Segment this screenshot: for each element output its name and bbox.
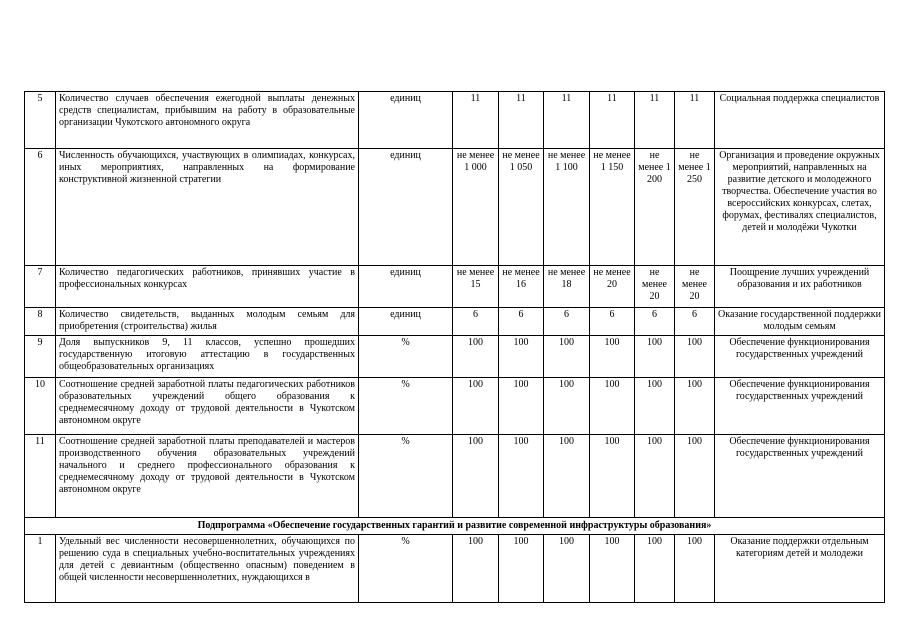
value-cell: 100 bbox=[590, 435, 635, 518]
value-cell: 100 bbox=[499, 435, 544, 518]
row-number: 9 bbox=[25, 336, 56, 378]
table-row bbox=[25, 266, 885, 308]
value-cell: 100 bbox=[635, 336, 675, 378]
unit-cell: % bbox=[359, 378, 453, 435]
table-row bbox=[25, 92, 885, 149]
value-cell: не менее 20 bbox=[635, 266, 675, 308]
value-cell: 100 bbox=[544, 435, 590, 518]
table-row bbox=[25, 435, 885, 518]
value-cell: 100 bbox=[635, 535, 675, 603]
value-cell: 100 bbox=[635, 378, 675, 435]
value-cell: не менее 18 bbox=[544, 266, 590, 308]
value-cell: 100 bbox=[590, 535, 635, 603]
row-number: 10 bbox=[25, 378, 56, 435]
value-cell: не менее 15 bbox=[453, 266, 499, 308]
indicators-table bbox=[24, 91, 885, 603]
value-cell: не менее 1 000 bbox=[453, 149, 499, 266]
value-cell: не менее 20 bbox=[590, 266, 635, 308]
value-cell: 100 bbox=[590, 336, 635, 378]
value-cell: 100 bbox=[453, 435, 499, 518]
indicator-text: Количество случаев обеспечения ежегодной выплаты денежных средств специалистам, прибывшим на работу в образовательные организации Чукотского автономного округа bbox=[56, 92, 359, 149]
value-cell: не менее 20 bbox=[675, 266, 715, 308]
unit-cell: единиц bbox=[359, 92, 453, 149]
indicator-text: Количество педагогических работников, принявших участие в профессиональных конкурсах bbox=[56, 266, 359, 308]
value-cell: 100 bbox=[675, 378, 715, 435]
value-cell: 100 bbox=[544, 378, 590, 435]
row-number: 6 bbox=[25, 149, 56, 266]
value-cell: 100 bbox=[635, 435, 675, 518]
unit-cell: единиц bbox=[359, 149, 453, 266]
unit-cell: единиц bbox=[359, 308, 453, 336]
row-number: 8 bbox=[25, 308, 56, 336]
activity-text: Поощрение лучших учреждений образования и их работников bbox=[715, 266, 885, 308]
table-row bbox=[25, 535, 885, 603]
row-number: 5 bbox=[25, 92, 56, 149]
value-cell: не менее 1 150 bbox=[590, 149, 635, 266]
subprogram-row bbox=[25, 518, 885, 535]
value-cell: 100 bbox=[453, 336, 499, 378]
indicator-text: Удельный вес численности несовершеннолетних, обучающихся по решению суда в специальных учебно-воспитательных учреждениях для детей с девиантным (общественно опасным) поведением в общей численности несовершеннолетних, нуждающихся в bbox=[56, 535, 359, 603]
value-cell: не менее 1 050 bbox=[499, 149, 544, 266]
activity-text: Организация и проведение окружных мероприятий, направленных на развитие детского и молодежного творчества. Обеспечение участия во всероссийских конкурсах, слетах, форумах, фестивалях специалистов, детей и молодёжи Чукотки bbox=[715, 149, 885, 266]
value-cell: не менее 1 100 bbox=[544, 149, 590, 266]
value-cell: 100 bbox=[675, 336, 715, 378]
value-cell: 11 bbox=[675, 92, 715, 149]
row-number: 7 bbox=[25, 266, 56, 308]
value-cell: 6 bbox=[499, 308, 544, 336]
value-cell: 6 bbox=[544, 308, 590, 336]
table-row bbox=[25, 336, 885, 378]
activity-text: Социальная поддержка специалистов bbox=[715, 92, 885, 149]
unit-cell: % bbox=[359, 336, 453, 378]
value-cell: 11 bbox=[453, 92, 499, 149]
indicator-text: Соотношение средней заработной платы педагогических работников образовательных учреждений общего образования к среднемесячному доходу от трудовой деятельности в Чукотском автономном округе bbox=[56, 378, 359, 435]
value-cell: 6 bbox=[453, 308, 499, 336]
indicator-text: Доля выпускников 9, 11 классов, успешно прошедших государственную итоговую аттестацию в государственных общеобразовательных организациях bbox=[56, 336, 359, 378]
unit-cell: % bbox=[359, 535, 453, 603]
value-cell: 100 bbox=[590, 378, 635, 435]
value-cell: 11 bbox=[499, 92, 544, 149]
value-cell: 11 bbox=[544, 92, 590, 149]
value-cell: 100 bbox=[675, 535, 715, 603]
row-number: 11 bbox=[25, 435, 56, 518]
value-cell: не менее 1 250 bbox=[675, 149, 715, 266]
indicator-text: Количество свидетельств, выданных молодым семьям для приобретения (строительства) жилья bbox=[56, 308, 359, 336]
unit-cell: единиц bbox=[359, 266, 453, 308]
table-row bbox=[25, 149, 885, 266]
value-cell: 100 bbox=[544, 336, 590, 378]
subprogram-title: Подпрограмма «Обеспечение государственных гарантий и развитие современной инфраструктуры образования» bbox=[25, 518, 885, 535]
value-cell: 6 bbox=[635, 308, 675, 336]
value-cell: 100 bbox=[453, 535, 499, 603]
value-cell: 100 bbox=[453, 378, 499, 435]
indicator-text: Соотношение средней заработной платы преподавателей и мастеров производственного обучения образовательных учреждений начального и среднего профессионального образования к среднемесячному доходу от трудовой деятельности в Чукотском автономном округе bbox=[56, 435, 359, 518]
activity-text: Обеспечение функционирования государственных учреждений bbox=[715, 435, 885, 518]
indicator-text: Численность обучающихся, участвующих в олимпиадах, конкурсах, иных мероприятиях, направленных на формирование конструктивной жизненной стратегии bbox=[56, 149, 359, 266]
value-cell: 100 bbox=[675, 435, 715, 518]
document-page bbox=[24, 91, 885, 603]
value-cell: не менее 1 200 bbox=[635, 149, 675, 266]
value-cell: 11 bbox=[635, 92, 675, 149]
activity-text: Оказание поддержки отдельным категориям детей и молодежи bbox=[715, 535, 885, 603]
activity-text: Оказание государственной поддержки молодым семьям bbox=[715, 308, 885, 336]
value-cell: не менее 16 bbox=[499, 266, 544, 308]
table-row bbox=[25, 378, 885, 435]
value-cell: 100 bbox=[499, 378, 544, 435]
value-cell: 100 bbox=[499, 336, 544, 378]
value-cell: 11 bbox=[590, 92, 635, 149]
row-number: 1 bbox=[25, 535, 56, 603]
value-cell: 6 bbox=[590, 308, 635, 336]
table-row bbox=[25, 308, 885, 336]
value-cell: 100 bbox=[544, 535, 590, 603]
activity-text: Обеспечение функционирования государственных учреждений bbox=[715, 336, 885, 378]
activity-text: Обеспечение функционирования государственных учреждений bbox=[715, 378, 885, 435]
value-cell: 100 bbox=[499, 535, 544, 603]
unit-cell: % bbox=[359, 435, 453, 518]
value-cell: 6 bbox=[675, 308, 715, 336]
